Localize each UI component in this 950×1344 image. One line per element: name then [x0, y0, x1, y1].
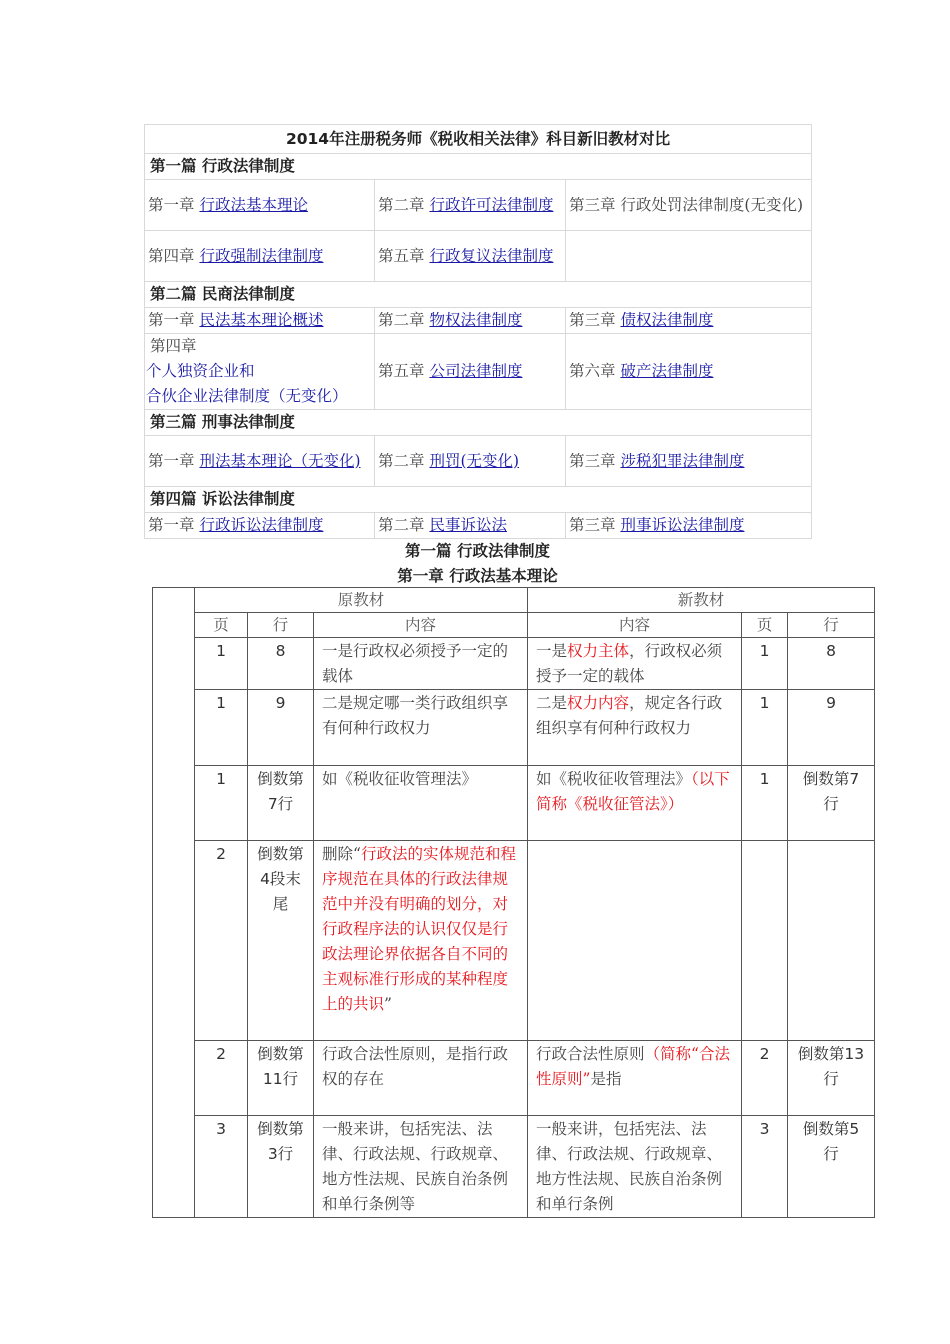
toc-part-2: 第二篇 民商法律制度	[145, 282, 812, 308]
chapter-number: 第一章	[148, 311, 200, 329]
chapter-text: 第三章 行政处罚法律制度(无变化)	[569, 195, 804, 214]
chapter-number: 第四章	[148, 246, 200, 265]
toc-cell	[145, 334, 375, 410]
chapter-number: 第三章	[569, 451, 621, 470]
table-row	[153, 841, 875, 1041]
chapter-link[interactable]: 破产法律制度	[620, 362, 714, 380]
old-line-cell: 倒数第3行	[248, 1116, 314, 1218]
old-page-header: 页	[195, 613, 248, 638]
content-text: 一般来讲，包括宪法、法律、行政法规、行政规章、地方性法规、民族自治条例和单行条例等	[322, 1120, 509, 1213]
chapter-heading: 第一章 行政法基本理论	[397, 567, 558, 585]
toc-part-3: 第三篇 刑事法律制度	[145, 410, 812, 436]
chapter-number: 第三章	[569, 516, 621, 534]
changed-text: （以下简称《税收征管法》）	[536, 770, 730, 813]
new-page-cell: 1	[742, 690, 788, 766]
new-line-cell: 倒数第5行	[788, 1116, 875, 1218]
chapter-number: 第三章	[569, 311, 621, 329]
chapter-number: 第二章	[378, 451, 430, 470]
toc-cell	[375, 436, 566, 487]
new-content-cell	[528, 766, 742, 841]
content-text: 二是	[536, 694, 568, 712]
chapter-link[interactable]: 刑事诉讼法律制度	[620, 516, 745, 534]
content-text: ，规定各行政组织享有何种行政权力	[536, 694, 723, 737]
toc-cell	[375, 308, 566, 334]
content-text: 如《税收征收管理法》	[322, 770, 478, 788]
changed-text: 权力主体	[567, 642, 630, 660]
chapter-number: 第二章	[378, 516, 430, 534]
table-row	[153, 690, 875, 766]
old-textbook-header: 原教材	[195, 588, 528, 613]
chapter-number: 第二章	[378, 195, 430, 214]
toc-cell	[566, 436, 812, 487]
toc-cell	[145, 513, 375, 539]
content-text: 如《税收征收管理法》	[536, 770, 692, 788]
old-page-cell: 1	[195, 690, 248, 766]
new-content-cell	[528, 690, 742, 766]
chapter-number: 第五章	[378, 246, 430, 265]
chapter-link[interactable]: 债权法律制度	[620, 311, 714, 329]
chapter-number: 第一章	[148, 516, 200, 534]
old-line-header: 行	[248, 613, 314, 638]
chapter-link[interactable]: 行政许可法律制度	[429, 195, 554, 214]
new-line-header: 行	[788, 613, 875, 638]
toc-cell	[145, 308, 375, 334]
content-text: 删除“	[322, 845, 361, 863]
chapter-link[interactable]: 物权法律制度	[429, 311, 523, 329]
toc-cell	[566, 513, 812, 539]
old-content-cell	[314, 1116, 528, 1218]
old-page-cell: 1	[195, 766, 248, 841]
toc-cell	[145, 180, 375, 231]
changed-text: 行政法的实体规范和程序规范在具体的行政法律规范中并没有明确的划分，对行政程序法的认识仅仅是行政法理论界依据各自不同的主观标准行形成的某种程度上的共识	[322, 845, 516, 1013]
content-text: 二是规定哪一类行政组织享有何种行政权力	[322, 694, 509, 737]
chapter-number: 第四章	[150, 337, 197, 355]
chapter-link[interactable]: 刑罚(无变化)	[429, 451, 520, 470]
toc-cell	[566, 308, 812, 334]
new-content-header: 内容	[528, 613, 742, 638]
content-text: 是指	[590, 1070, 622, 1088]
new-line-cell: 倒数第7行	[788, 766, 875, 841]
table-row	[153, 1116, 875, 1218]
chapter-link[interactable]: 个人独资企业和	[146, 362, 255, 380]
old-content-header: 内容	[314, 613, 528, 638]
changed-text: （简称“合法性原则”	[536, 1045, 730, 1088]
old-line-cell: 倒数第11行	[248, 1041, 314, 1116]
new-page-cell	[742, 841, 788, 1041]
content-text: ，行政权必须授予一定的载体	[536, 642, 723, 685]
chapter-note: 合伙企业法律制度（无变化）	[146, 387, 348, 405]
chapter-link[interactable]: 行政强制法律制度	[199, 246, 324, 265]
new-line-cell	[788, 841, 875, 1041]
chapter-number: 第二章	[378, 311, 430, 329]
new-page-cell: 2	[742, 1041, 788, 1116]
blank-column	[153, 588, 195, 1218]
chapter-link[interactable]: 行政诉讼法律制度	[199, 516, 324, 534]
part-heading: 第一篇 行政法律制度	[405, 542, 550, 560]
old-content-cell	[314, 690, 528, 766]
toc-cell	[145, 436, 375, 487]
chapter-link[interactable]: 公司法律制度	[429, 362, 523, 380]
toc-cell	[375, 180, 566, 231]
new-line-cell: 倒数第13行	[788, 1041, 875, 1116]
toc-part-1: 第一篇 行政法律制度	[145, 154, 812, 180]
chapter-link[interactable]: 民事诉讼法	[429, 516, 507, 534]
changed-text: 权力内容	[567, 694, 630, 712]
old-line-cell: 8	[248, 638, 314, 690]
chapter-link[interactable]: 涉税犯罪法律制度	[620, 451, 745, 470]
new-content-cell	[528, 1041, 742, 1116]
toc-cell-empty	[566, 231, 812, 282]
toc-table	[144, 124, 812, 539]
new-textbook-header: 新教材	[528, 588, 875, 613]
new-content-cell	[528, 1116, 742, 1218]
new-line-cell: 9	[788, 690, 875, 766]
old-line-cell: 9	[248, 690, 314, 766]
table-row	[153, 766, 875, 841]
content-text: 一是行政权必须授予一定的载体	[322, 642, 509, 685]
old-content-cell	[314, 1041, 528, 1116]
chapter-link[interactable]: 行政复议法律制度	[429, 246, 554, 265]
content-text: 行政合法性原则	[536, 1045, 645, 1063]
old-content-cell	[314, 766, 528, 841]
toc-cell	[375, 334, 566, 410]
toc-part-4: 第四篇 诉讼法律制度	[145, 487, 812, 513]
new-line-cell: 8	[788, 638, 875, 690]
old-page-cell: 2	[195, 841, 248, 1041]
comparison-table	[152, 587, 875, 1218]
toc-cell	[375, 231, 566, 282]
chapter-number: 第一章	[148, 195, 200, 214]
toc-cell	[566, 334, 812, 410]
toc-cell	[566, 180, 812, 231]
old-line-cell: 倒数第7行	[248, 766, 314, 841]
chapter-number: 第五章	[378, 362, 430, 380]
chapter-link[interactable]: 民法基本理论概述	[199, 311, 324, 329]
old-page-cell: 1	[195, 638, 248, 690]
content-text: 一是	[536, 642, 568, 660]
chapter-link[interactable]: 行政法基本理论	[199, 195, 308, 214]
new-page-cell: 1	[742, 766, 788, 841]
new-content-cell	[528, 638, 742, 690]
table-row	[153, 1041, 875, 1116]
old-content-cell	[314, 841, 528, 1041]
new-page-cell: 3	[742, 1116, 788, 1218]
content-text: 行政合法性原则，是指行政权的存在	[322, 1045, 509, 1088]
toc-cell	[375, 513, 566, 539]
content-text: 一般来讲，包括宪法、法律、行政法规、行政规章、地方性法规、民族自治条例和单行条例	[536, 1120, 723, 1213]
chapter-number: 第一章	[148, 451, 200, 470]
document-title: 2014年注册税务师《税收相关法律》科目新旧教材对比	[145, 125, 812, 154]
old-page-cell: 3	[195, 1116, 248, 1218]
chapter-link[interactable]: 刑法基本理论（无变化)	[199, 451, 361, 470]
toc-cell	[145, 231, 375, 282]
old-page-cell: 2	[195, 1041, 248, 1116]
new-page-header: 页	[742, 613, 788, 638]
content-text: ”	[384, 995, 392, 1013]
new-page-cell: 1	[742, 638, 788, 690]
table-row	[153, 638, 875, 690]
old-content-cell	[314, 638, 528, 690]
old-line-cell: 倒数第4段末尾	[248, 841, 314, 1041]
chapter-number: 第六章	[569, 362, 621, 380]
new-content-cell	[528, 841, 742, 1041]
